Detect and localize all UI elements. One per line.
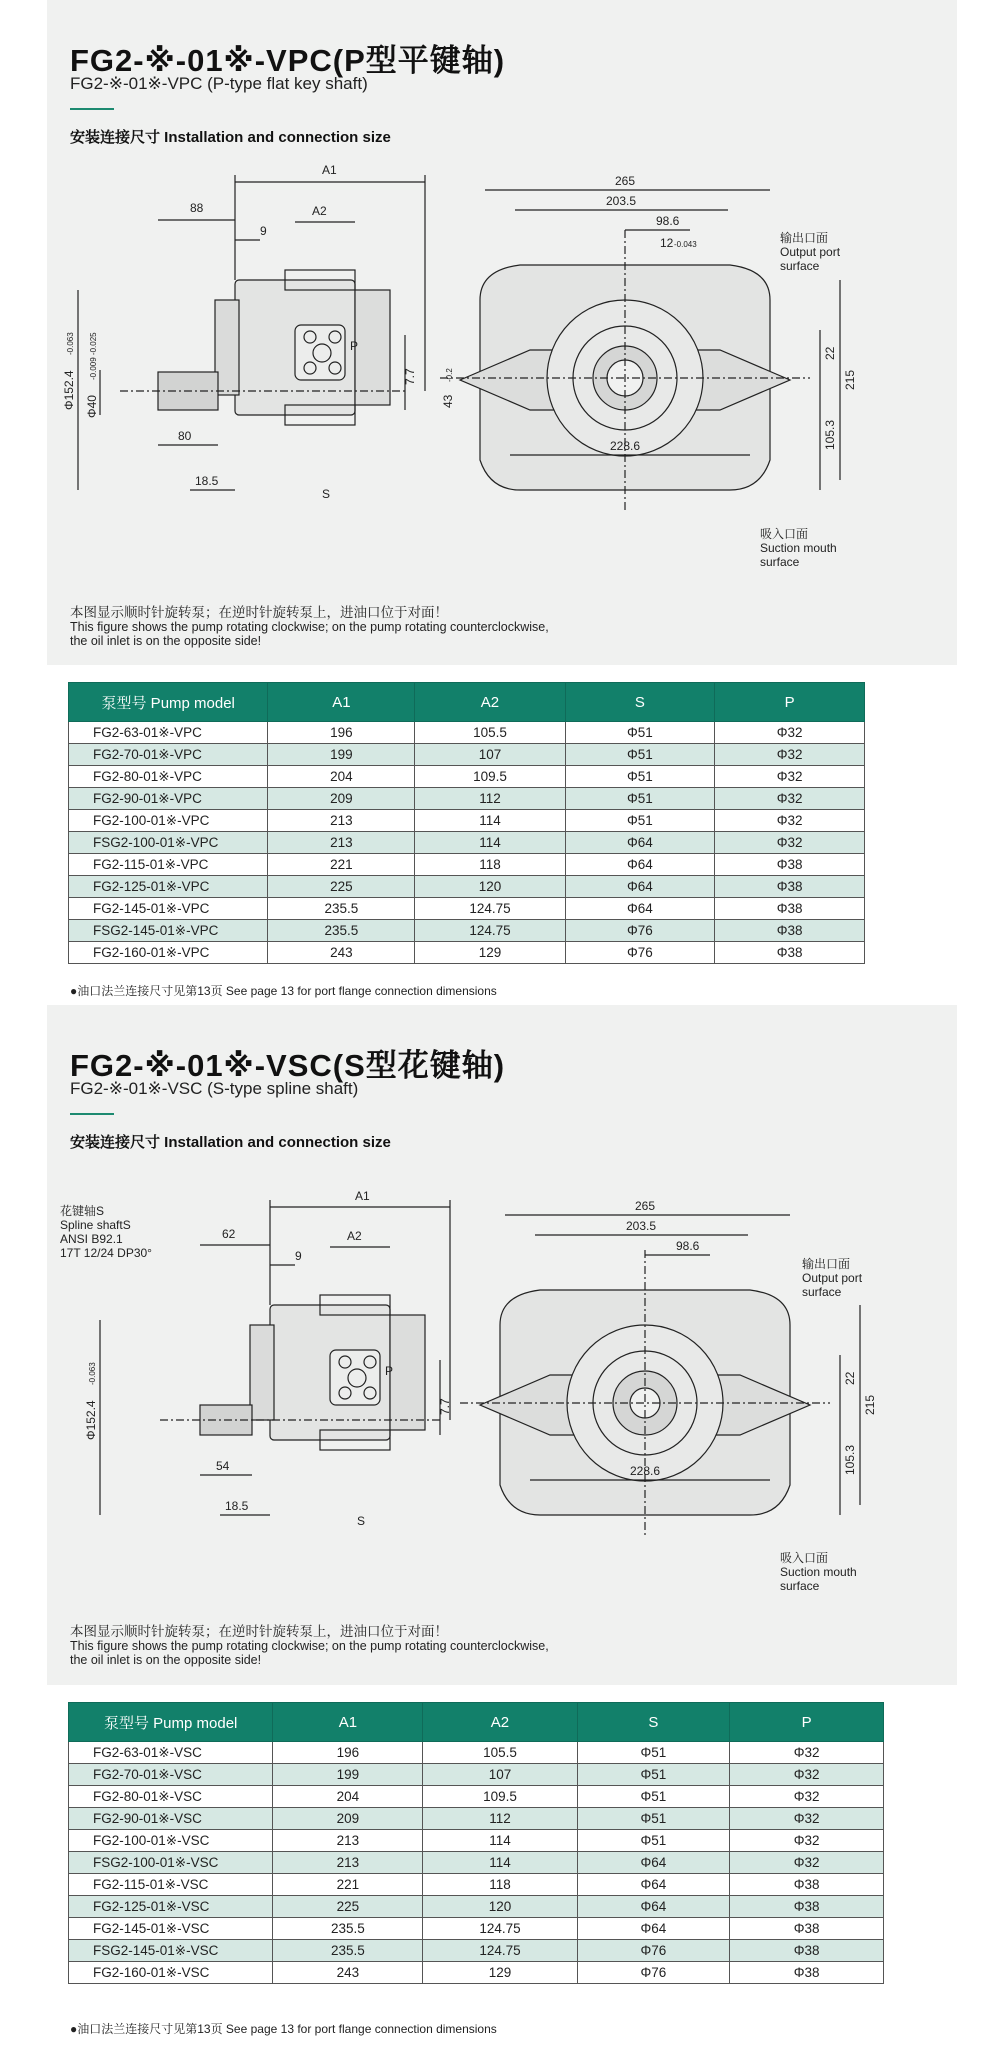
page-title: FG2-※-01※-VPC(P型平键轴) <box>70 43 506 78</box>
cell-s: Φ76 <box>565 942 715 964</box>
dim-265: 265 <box>615 174 636 188</box>
table-row <box>69 854 865 876</box>
cell-a2: 124.75 <box>415 898 565 920</box>
table-row <box>69 1940 884 1962</box>
dim-54: 54 <box>216 1459 230 1473</box>
spec-table <box>68 682 865 964</box>
spline-standard: ANSI B92.1 <box>60 1232 123 1246</box>
spline-teeth: 17T 12/24 DP30° <box>60 1246 152 1260</box>
dim-a1: A1 <box>322 163 337 177</box>
cell-p: Φ32 <box>730 1852 884 1874</box>
page-title: FG2-※-01※-VSC(S型花键轴) <box>70 1048 506 1083</box>
cell-a1: 243 <box>273 1962 423 1984</box>
dim-215: 215 <box>863 1394 877 1415</box>
cell-a1: 199 <box>268 744 415 766</box>
dim-22: 22 <box>823 346 837 360</box>
cell-s: Φ64 <box>577 1896 730 1918</box>
cell-p: Φ32 <box>715 788 865 810</box>
table-row <box>69 744 865 766</box>
port-s-label: S <box>322 487 331 501</box>
dim-7-7: 7.7 <box>403 368 417 385</box>
cell-p: Φ32 <box>730 1764 884 1786</box>
dim-265: 265 <box>635 1199 656 1213</box>
cell-model: FG2-70-01※-VPC <box>69 744 268 766</box>
cell-a1: 213 <box>273 1852 423 1874</box>
footnote: ●油口法兰连接尺寸见第13页 See page 13 for port flange connection dimensions <box>70 984 497 998</box>
dim-7-7: 7.7 <box>438 1398 452 1415</box>
cell-a2: 114 <box>423 1852 577 1874</box>
section-vsc <box>0 1005 1000 2050</box>
cell-model: FSG2-100-01※-VSC <box>69 1852 273 1874</box>
output-port-en2: surface <box>780 259 820 273</box>
table-row <box>69 942 865 964</box>
cell-model: FG2-145-01※-VPC <box>69 898 268 920</box>
table-row <box>69 920 865 942</box>
cell-p: Φ32 <box>730 1808 884 1830</box>
dim-215: 215 <box>843 369 857 390</box>
rotation-note <box>70 606 690 648</box>
title-divider <box>70 1113 114 1115</box>
cell-a1: 213 <box>273 1830 423 1852</box>
header-s: S <box>577 1703 730 1742</box>
table-header-row <box>69 683 865 722</box>
cell-a2: 107 <box>423 1764 577 1786</box>
cell-p: Φ32 <box>715 766 865 788</box>
suction-en1: Suction mouth <box>760 541 837 555</box>
cell-p: Φ32 <box>715 810 865 832</box>
table-row <box>69 1808 884 1830</box>
dim-18-5: 18.5 <box>225 1499 249 1513</box>
dim-88: 88 <box>190 201 204 215</box>
dim-a2: A2 <box>312 204 327 218</box>
dim-62: 62 <box>222 1227 236 1241</box>
dim-203-5: 203.5 <box>606 194 637 208</box>
spec-table <box>68 1702 884 1984</box>
dim-105-3: 105.3 <box>843 1444 857 1475</box>
cell-a1: 221 <box>268 854 415 876</box>
cell-s: Φ51 <box>577 1786 730 1808</box>
cell-s: Φ76 <box>565 920 715 942</box>
cell-a2: 109.5 <box>423 1786 577 1808</box>
dim-dia40-tol: -0.009 -0.025 <box>89 332 98 380</box>
cell-a2: 118 <box>423 1874 577 1896</box>
cell-a2: 124.75 <box>423 1940 577 1962</box>
table-row <box>69 788 865 810</box>
cell-s: Φ64 <box>565 832 715 854</box>
cell-a1: 213 <box>268 810 415 832</box>
cell-model: FG2-80-01※-VSC <box>69 1786 273 1808</box>
table-row <box>69 1852 884 1874</box>
cell-a2: 124.75 <box>423 1918 577 1940</box>
cell-s: Φ64 <box>577 1918 730 1940</box>
cell-s: Φ51 <box>577 1808 730 1830</box>
cell-a2: 129 <box>415 942 565 964</box>
note-en-line1: This figure shows the pump rotating clockwise; on the pump rotating counterclockwise, <box>70 1639 549 1653</box>
cell-a2: 112 <box>423 1808 577 1830</box>
header-a1: A1 <box>273 1703 423 1742</box>
cell-p: Φ32 <box>730 1786 884 1808</box>
note-en-line2: the oil inlet is on the opposite side! <box>70 1653 262 1667</box>
cell-model: FG2-115-01※-VPC <box>69 854 268 876</box>
dim-9: 9 <box>295 1249 302 1263</box>
table-row <box>69 1874 884 1896</box>
cell-s: Φ51 <box>565 788 715 810</box>
table-row <box>69 722 865 744</box>
suction-en2: surface <box>780 1579 820 1593</box>
cell-s: Φ51 <box>577 1764 730 1786</box>
cell-a1: 204 <box>268 766 415 788</box>
note-en-line2: the oil inlet is on the opposite side! <box>70 634 262 648</box>
cell-s: Φ76 <box>577 1962 730 1984</box>
cell-model: FG2-100-01※-VSC <box>69 1830 273 1852</box>
cell-a1: 235.5 <box>273 1940 423 1962</box>
cell-s: Φ51 <box>565 744 715 766</box>
cell-s: Φ64 <box>565 876 715 898</box>
header-a1: A1 <box>268 683 415 722</box>
section-vpc <box>0 0 1000 1005</box>
technical-drawing <box>60 1190 940 1600</box>
cell-a2: 120 <box>415 876 565 898</box>
cell-a2: 105.5 <box>415 722 565 744</box>
suction-cn: 吸入口面 <box>780 1551 829 1565</box>
output-port-en1: Output port <box>780 245 841 259</box>
cell-s: Φ51 <box>577 1742 730 1764</box>
port-p-label: P <box>385 1364 394 1378</box>
cell-a1: 221 <box>273 1874 423 1896</box>
cell-model: FG2-160-01※-VPC <box>69 942 268 964</box>
cell-p: Φ38 <box>715 898 865 920</box>
cell-model: FG2-90-01※-VSC <box>69 1808 273 1830</box>
cell-a1: 225 <box>268 876 415 898</box>
page-subtitle: FG2-※-01※-VPC (P-type flat key shaft) <box>70 74 368 93</box>
cell-model: FG2-100-01※-VPC <box>69 810 268 832</box>
install-heading: 安装连接尺寸 Installation and connection size <box>70 1134 391 1151</box>
output-port-cn: 输出口面 <box>802 1257 851 1271</box>
cell-p: Φ32 <box>730 1742 884 1764</box>
table-header-row <box>69 1703 884 1742</box>
cell-p: Φ32 <box>715 744 865 766</box>
dim-18-5: 18.5 <box>195 474 219 488</box>
dim-12: 12 <box>660 236 674 250</box>
cell-model: FSG2-145-01※-VSC <box>69 1940 273 1962</box>
cell-model: FG2-80-01※-VPC <box>69 766 268 788</box>
cell-model: FG2-63-01※-VPC <box>69 722 268 744</box>
header-model: 泵型号 Pump model <box>69 1703 273 1742</box>
dim-98-6: 98.6 <box>676 1239 700 1253</box>
output-port-cn: 输出口面 <box>780 231 829 245</box>
install-heading: 安装连接尺寸 Installation and connection size <box>70 129 391 146</box>
port-s-label: S <box>357 1514 366 1528</box>
cell-a1: 225 <box>273 1896 423 1918</box>
cell-p: Φ38 <box>715 854 865 876</box>
cell-p: Φ38 <box>715 876 865 898</box>
footnote: ●油口法兰连接尺寸见第13页 See page 13 for port flange connection dimensions <box>70 2022 497 2036</box>
output-port-en2: surface <box>802 1285 842 1299</box>
cell-a1: 196 <box>273 1742 423 1764</box>
cell-a2: 109.5 <box>415 766 565 788</box>
cell-a2: 120 <box>423 1896 577 1918</box>
header-model: 泵型号 Pump model <box>69 683 268 722</box>
cell-model: FG2-115-01※-VSC <box>69 1874 273 1896</box>
table-row <box>69 1764 884 1786</box>
dim-43: 43 <box>441 394 455 408</box>
cell-p: Φ38 <box>730 1962 884 1984</box>
cell-s: Φ64 <box>565 854 715 876</box>
dim-dia152: Φ152.4 <box>62 370 76 410</box>
dim-a2: A2 <box>347 1229 362 1243</box>
table-body <box>69 722 865 964</box>
table-row <box>69 1742 884 1764</box>
note-cn: 本图显示顺时针旋转泵；在逆时针旋转泵上，进油口位于对面！ <box>70 1624 448 1639</box>
table-row <box>69 766 865 788</box>
table-row <box>69 1896 884 1918</box>
cell-model: FG2-63-01※-VSC <box>69 1742 273 1764</box>
cell-a1: 209 <box>268 788 415 810</box>
suction-en1: Suction mouth <box>780 1565 857 1579</box>
cell-p: Φ38 <box>730 1874 884 1896</box>
cell-s: Φ64 <box>565 898 715 920</box>
dim-12-tol: -0.043 <box>674 240 697 249</box>
header-p: P <box>730 1703 884 1742</box>
cell-s: Φ51 <box>577 1830 730 1852</box>
rotation-note <box>70 1625 690 1667</box>
table-row <box>69 1830 884 1852</box>
dim-228-6: 228.6 <box>630 1464 661 1478</box>
cell-a2: 124.75 <box>415 920 565 942</box>
cell-p: Φ38 <box>715 942 865 964</box>
cell-model: FG2-145-01※-VSC <box>69 1918 273 1940</box>
note-en-line1: This figure shows the pump rotating clockwise; on the pump rotating counterclockwise, <box>70 620 549 634</box>
cell-a1: 235.5 <box>268 920 415 942</box>
cell-p: Φ38 <box>730 1918 884 1940</box>
title-divider <box>70 108 114 110</box>
cell-a2: 129 <box>423 1962 577 1984</box>
cell-a2: 105.5 <box>423 1742 577 1764</box>
cell-p: Φ38 <box>715 920 865 942</box>
cell-a1: 209 <box>273 1808 423 1830</box>
table-row <box>69 1786 884 1808</box>
page-subtitle: FG2-※-01※-VSC (S-type spline shaft) <box>70 1079 359 1098</box>
cell-s: Φ64 <box>577 1874 730 1896</box>
cell-a1: 243 <box>268 942 415 964</box>
cell-a1: 204 <box>273 1786 423 1808</box>
cell-s: Φ64 <box>577 1852 730 1874</box>
header-a2: A2 <box>423 1703 577 1742</box>
cell-a2: 107 <box>415 744 565 766</box>
cell-a2: 112 <box>415 788 565 810</box>
table-row <box>69 832 865 854</box>
cell-p: Φ32 <box>715 722 865 744</box>
cell-a2: 114 <box>423 1830 577 1852</box>
dim-dia152: Φ152.4 <box>84 1400 98 1440</box>
cell-a1: 213 <box>268 832 415 854</box>
dim-dia152-tol: -0.063 <box>88 1362 97 1385</box>
dim-98-6: 98.6 <box>656 214 680 228</box>
cell-a1: 235.5 <box>268 898 415 920</box>
cell-a2: 114 <box>415 810 565 832</box>
suction-en2: surface <box>760 555 800 569</box>
table-row <box>69 1918 884 1940</box>
header-a2: A2 <box>415 683 565 722</box>
cell-s: Φ51 <box>565 766 715 788</box>
dim-228-6: 228.6 <box>610 439 641 453</box>
cell-a1: 235.5 <box>273 1918 423 1940</box>
cell-s: Φ76 <box>577 1940 730 1962</box>
dim-105-3: 105.3 <box>823 419 837 450</box>
dim-22: 22 <box>843 1371 857 1385</box>
cell-s: Φ51 <box>565 722 715 744</box>
table-row <box>69 876 865 898</box>
cell-p: Φ38 <box>730 1896 884 1918</box>
dim-203-5: 203.5 <box>626 1219 657 1233</box>
dim-80: 80 <box>178 429 192 443</box>
output-port-en1: Output port <box>802 1271 863 1285</box>
header-p: P <box>715 683 865 722</box>
dim-dia40: Φ40 <box>85 395 99 418</box>
cell-a2: 118 <box>415 854 565 876</box>
note-cn: 本图显示顺时针旋转泵；在逆时针旋转泵上，进油口位于对面！ <box>70 605 448 620</box>
table-row <box>69 810 865 832</box>
spline-cn: 花键轴S <box>60 1204 105 1218</box>
cell-p: Φ32 <box>715 832 865 854</box>
cell-model: FG2-70-01※-VSC <box>69 1764 273 1786</box>
cell-p: Φ32 <box>730 1830 884 1852</box>
cell-model: FG2-125-01※-VPC <box>69 876 268 898</box>
dim-dia152-tol: -0.063 <box>66 332 75 355</box>
table-body <box>69 1742 884 1984</box>
cell-model: FSG2-145-01※-VPC <box>69 920 268 942</box>
table-row <box>69 898 865 920</box>
spline-en: Spline shaftS <box>60 1218 131 1232</box>
cell-p: Φ38 <box>730 1940 884 1962</box>
dim-43-tol: -0.2 <box>445 368 454 382</box>
table-row <box>69 1962 884 1984</box>
technical-drawing <box>60 160 940 590</box>
cell-s: Φ51 <box>565 810 715 832</box>
cell-model: FG2-125-01※-VSC <box>69 1896 273 1918</box>
cell-model: FG2-160-01※-VSC <box>69 1962 273 1984</box>
cell-model: FG2-90-01※-VPC <box>69 788 268 810</box>
port-p-label: P <box>350 339 359 353</box>
cell-a1: 196 <box>268 722 415 744</box>
suction-cn: 吸入口面 <box>760 527 809 541</box>
cell-a2: 114 <box>415 832 565 854</box>
cell-model: FSG2-100-01※-VPC <box>69 832 268 854</box>
header-s: S <box>565 683 715 722</box>
dim-9: 9 <box>260 224 267 238</box>
dim-a1: A1 <box>355 1190 370 1203</box>
cell-a1: 199 <box>273 1764 423 1786</box>
